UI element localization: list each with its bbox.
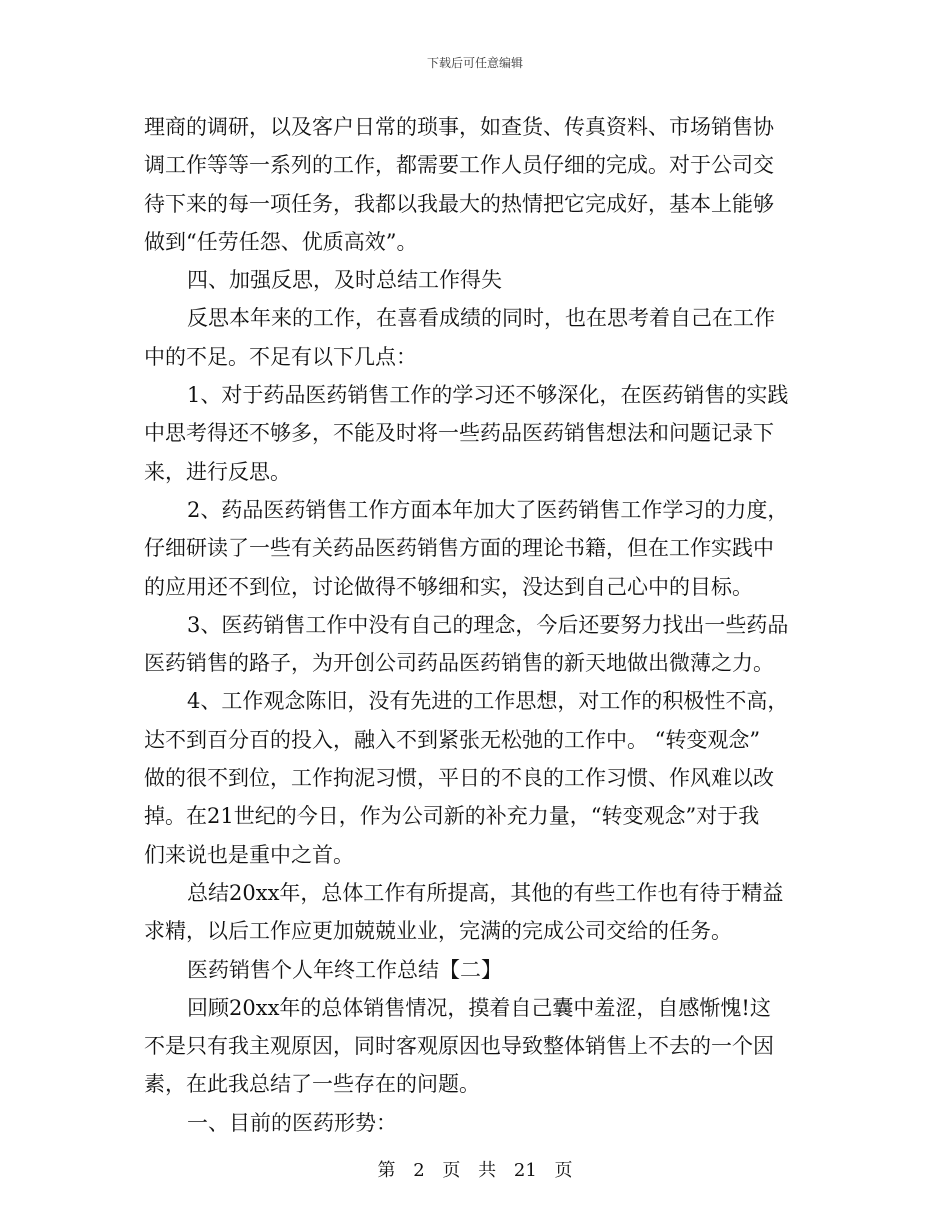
text-line: 反思本年来的工作，在喜看成绩的同时，也在思考着自己在工作	[187, 306, 775, 331]
text-line: 中思考得还不够多，不能及时将一些药品医药销售想法和问题记录下	[144, 421, 774, 446]
text-line: 4、工作观念陈旧，没有先进的工作思想，对工作的积极性不高，	[187, 689, 789, 714]
text-line: 调工作等等一系列的工作，都需要工作人员仔细的完成。对于公司交	[144, 153, 774, 178]
text-line: 待下来的每一项任务，我都以我最大的热情把它完成好，基本上能够	[144, 191, 774, 216]
text-line: 3、医药销售工作中没有自己的理念，今后还要努力找出一些药品	[187, 612, 789, 637]
footer-total-pages: 21	[513, 1160, 537, 1181]
document-body	[144, 108, 808, 1142]
text-line: 理商的调研，以及客户日常的琐事，如查货、传真资料、市场销售协	[144, 115, 774, 139]
footer-page-word: 页	[442, 1160, 461, 1181]
text-line: 做的很不到位，工作拘泥习惯，平日的不良的工作习惯、作风难以改	[144, 766, 774, 791]
text-line: 总结20xx年，总体工作有所提高，其他的有些工作也有待于精益	[187, 880, 784, 905]
footer-total-word: 共	[478, 1160, 497, 1181]
text-line: 中的不足。不足有以下几点：	[144, 344, 417, 369]
text-line: 一、目前的医药形势：	[187, 1110, 397, 1135]
text-line: 医药销售个人年终工作总结【二】	[187, 957, 502, 982]
text-line: 的应用还不到位，讨论做得不够细和实，没达到自己心中的目标。	[144, 574, 753, 599]
text-line: 四、加强反思，及时总结工作得失	[187, 268, 502, 293]
text-line: 们来说也是重中之首。	[144, 842, 354, 867]
footer-prefix: 第	[377, 1160, 396, 1181]
text-line: 回顾20xx年的总体销售情况，摸着自己囊中羞涩，自感惭愧!这	[187, 995, 771, 1020]
text-line: 来，进行反思。	[144, 459, 291, 484]
text-line: 不是只有我主观原因，同时客观原因也导致整体销售上不去的一个因	[144, 1034, 774, 1059]
text-line: 做到“任劳任怨、优质高效”。	[144, 229, 418, 254]
text-line: 求精，以后工作应更加兢兢业业，完满的完成公司交给的任务。	[144, 919, 732, 944]
page-header	[0, 54, 950, 71]
text-line: 掉。在21世纪的今日，作为公司新的补充力量，“转变观念”对于我	[144, 804, 760, 829]
text-line: 医药销售的路子，为开创公司药品医药销售的新天地做出微薄之力。	[144, 651, 774, 676]
text-line: 达不到百分百的投入，融入不到紧张无松弛的工作中。 “转变观念”	[144, 727, 761, 752]
footer-page-number: 2	[413, 1160, 425, 1181]
text-line: 仔细研读了一些有关药品医药销售方面的理论书籍，但在工作实践中	[144, 536, 774, 561]
page-footer	[0, 1156, 950, 1182]
text-line: 1、对于药品医药销售工作的学习还不够深化，在医药销售的实践	[187, 383, 789, 408]
footer-suffix: 页	[554, 1160, 573, 1181]
header-text: 下载后可任意编辑	[426, 56, 523, 70]
text-line: 2、药品医药销售工作方面本年加大了医药销售工作学习的力度，	[187, 497, 789, 522]
text-line: 素，在此我总结了一些存在的问题。	[144, 1072, 480, 1097]
